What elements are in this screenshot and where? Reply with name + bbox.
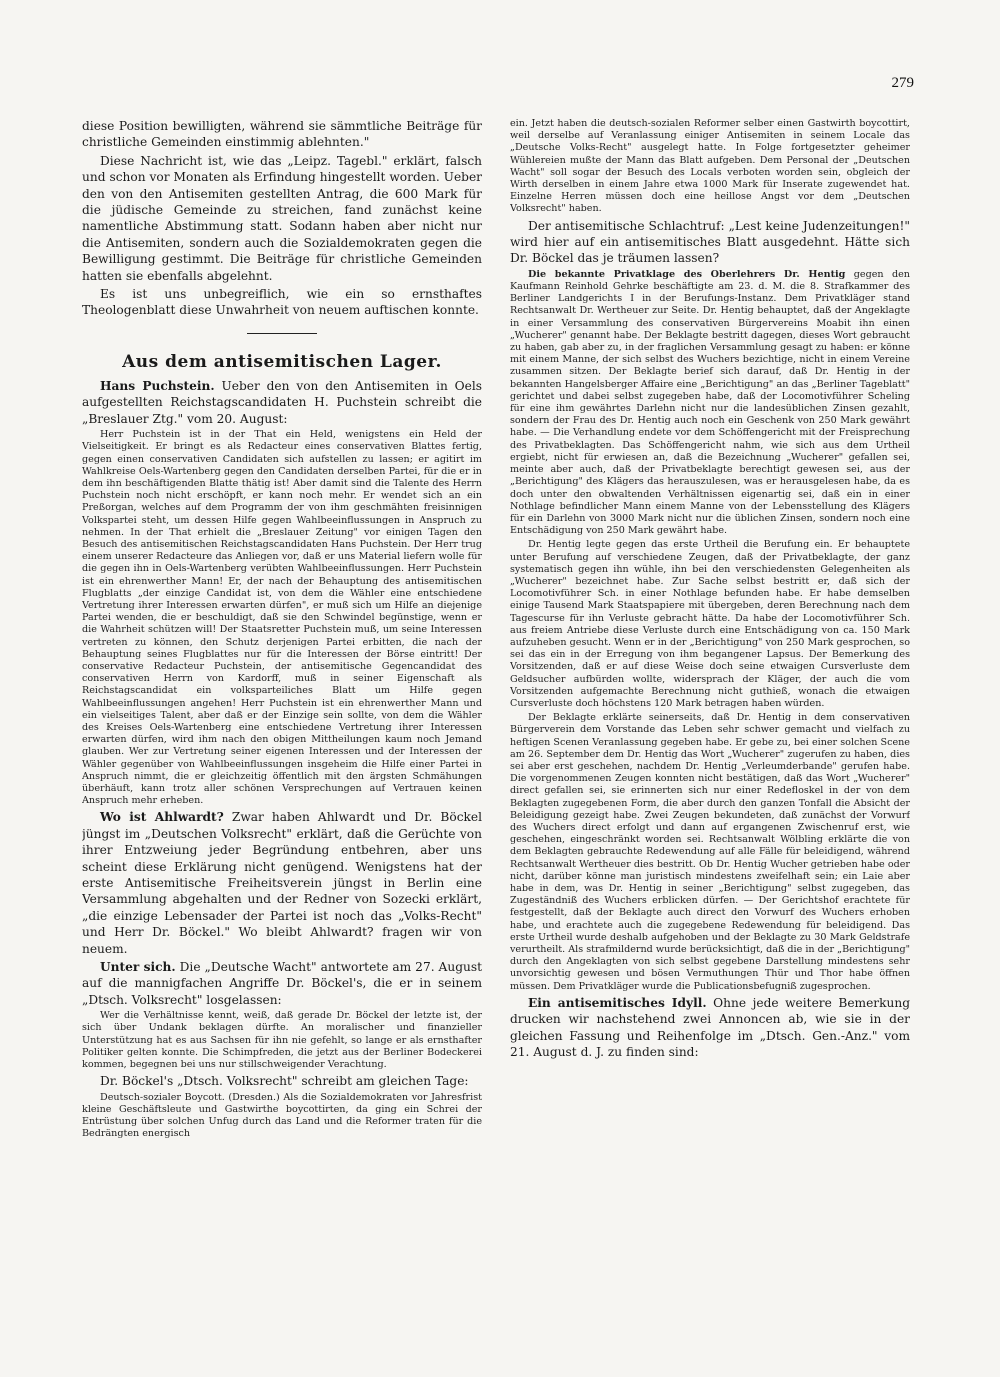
paragraph: Diese Nachricht ist, wie das „Leipz. Tagebl." erklärt, falsch und schon vor Monaten als Erfindung hingestellt worden. Ueber den von den Antisemiten gestellten Antrag, die 600 Mark für die jüdische Gemeinde zu streichen, fand zunächst keine namentliche Abstimmung statt. Sodann haben aber nicht nur die Antisemiten, sondern auch die Sozialdemokraten gegen die Bewilligung gestimmt. Die Beiträge für christliche Gemeinden hatten sie ebenfalls abgelehnt. (82, 153, 482, 283)
article-intro: Ueber den von den Antisemiten in Oels aufgestellten Reichstagscandidaten H. Puchstein schreibt die „Breslauer Ztg." vom 20. August: (82, 378, 482, 426)
article-ahlwardt (82, 809, 482, 957)
paragraph: Es ist uns unbegreiflich, wie ein so ernsthaftes Theologenblatt diese Unwahrheit von neuem auftischen konnte. (82, 287, 482, 318)
section-divider (247, 333, 317, 334)
article-unter-sich (82, 959, 482, 1008)
paragraph: Dr. Hentig legte gegen das erste Urtheil die Berufung ein. Er behauptete unter Berufung auf verschiedene Zeugen, daß der Privatbeklagte, der ganz systematisch gegen ihn wühle, ihn bei den verschiedensten Gelegenheiten als „Wucherer" bezeichnet habe. Zur Sache selbst bestritt er, daß sich der Locomotivführer Sch. in einer Nothlage befunden habe. Er habe demselben einige Tausend Mark Staatspapiere mit übergeben, deren Berechnung nach dem Tagescurse für ihn Verluste gebracht hätte. Da habe der Locomotivführer Sch. aus freiem Antriebe diese Verluste durch eine Entschädigung von ca. 150 Mark aufzuheben gesucht. Wenn er in der „Berichtigung" von 250 Mark gesprochen, so sei das ein in der Erregung von ihm begangener Lapsus. Der Bemerkung des Vorsitzenden, daß er auf diese Weise doch seine etwaigen Cursverluste dem Geldsucher aufbürden wollte, widersprach der Kläger, der auch die vom Vorsitzenden aufgemachte Berechnung nicht guthieß, wonach die etwaigen Cursverluste doch höchstens 120 Mark betragen haben würden. (510, 539, 910, 709)
left-column (82, 118, 482, 1308)
article-heading: Wo ist Ahlwardt? (100, 810, 224, 825)
page-number: 279 (891, 75, 914, 91)
article-privatklage (510, 269, 910, 537)
quoted-text: Deutsch-sozialer Boycott. (Dresden.) Als die Sozialdemokraten vor Jahresfrist kleine Geschäftsleute und Gastwirthe boycottirten, da ging ein Schrei der Entrüstung über solchen Unfug durch das Land und die Reformer traten für die Bedrängten energisch (82, 1091, 482, 1140)
paragraph: diese Position bewilligten, während sie sämmtliche Beiträge für christliche Gemeinden einstimmig ablehnten." (82, 119, 482, 150)
quoted-text: Herr Puchstein ist in der That ein Held, wenigstens ein Held der Vielseitigkeit. Er bringt es als Redacteur eines conservativen Blattes fertig, gegen einen conservativen Candidaten sich aufstellen zu lassen; er agitirt im Wahlkreise Oels-Wartenberg gegen den Candidaten derselben Partei, für die er in dem ihn beschäftigenden Blatte thätig ist! Aber damit sind die Talente des Herrn Puchstein noch nicht erschöpft, er kann noch mehr. Er wendet sich an ein Preßorgan, welches auf dem Programm der von ihm geschmähten freisinnigen Volkspartei steht, um dessen Hilfe gegen Wahlbeeinflussungen in Anspruch zu nehmen. In der That erhielt die „Breslauer Zeitung" vor einigen Tagen den Besuch des antisemitischen Reichstagscandidaten Hans Puchstein. Der Herr trug einem unserer Redacteure das Anliegen vor, daß er uns Material liefern wolle für die gegen ihn in Oels-Wartenberg verübten Wahlbeeinflussungen. Herr Puchstein ist ein ehrenwerther Mann! Er, der nach der Behauptung des antisemitischen Flugblatts „der einzige Candidat ist, von dem die Wähler eine entschiedene Vertretung ihrer Interessen erwarten dürfen", er muß sich um Hilfe an diejenige Partei wenden, die er beschuldigt, daß sie den Schwindel begünstige, wenn er die Wahrheit schützen will! Der Staatsretter Puchstein muß, um seine Interessen vertreten zu können, den Schutz derjenigen Partei erbitten, die nach der Behauptung seines Flugblattes nur für die Interessen der Börse eintritt! Der conservative Redacteur Puchstein, der antisemitische Gegencandidat des conservativen Herrn von Kardorff, muß in seiner Eigenschaft als Reichstagscandidat ein volksparteiliches Blatt um Hilfe gegen Wahlbeeinflussungen angehen! Herr Puchstein ist ein ehrenwerther Mann und ein vielseitiges Talent, aber daß er der Einzige sein sollte, von dem die Wähler des Kreises Oels-Wartenberg eine entschiedene Vertretung ihrer Interessen erwarten dürfen, wird ihm nach den obigen Mittheilungen kaum noch Jemand glauben. Wer zur Vertretung seiner eigenen Interessen und der Interessen der Wähler gegenüber von Wahlbeeinflussungen insgeheim die Hilfe einer Partei in Anspruch nimmt, die er gleichzeitig öffentlich mit den ärgsten Schmähungen überhäuft, kann trotz aller schönen Versprechungen auf Vertrauen keinen Anspruch mehr erheben. (82, 429, 482, 807)
article-heading: Die bekannte Privatklage des Oberlehrers Dr. Hentig (528, 268, 846, 280)
paragraph: Der antisemitische Schlachtruf: „Lest keine Judenzeitungen!" wird hier auf ein antisemitisches Blatt ausgedehnt. Hätte sich Dr. Böckel das je träumen lassen? (510, 218, 910, 266)
section-title: Aus dem antisemitischen Lager. (122, 351, 442, 372)
article-text: Ohne jede weitere Bemerkung drucken wir nachstehend zwei Annoncen ab, wie sie in der gleichen Fassung und Reihenfolge im „Dtsch. Gen.-Anz." vom 21. August d. J. zu finden sind: (510, 995, 910, 1060)
article-puchstein (82, 378, 482, 427)
quoted-text: ein. Jetzt haben die deutsch-sozialen Reformer selber einen Gastwirth boycottirt, weil derselbe auf Veranlassung einiger Antisemiten in seinem Locale das „Deutsche Volks-Recht" ausgelegt hatte. In Folge fortgesetzter geheimer Wühlereien mußte der Mann das Blatt aufgeben. Dem Personal der „Deutschen Wacht" soll sogar der Besuch des Locals verboten worden sein, obgleich der Wirth derselben in einem Jahre etwa 1000 Mark für Inserate zugewendet hat. Einzelne Herren müssen doch eine heillose Angst vor dem „Deutschen Volksrecht" haben. (510, 118, 910, 215)
quoted-text: Wer die Verhältnisse kennt, weiß, daß gerade Dr. Böckel der letzte ist, der sich über Undank beklagen dürfte. An moralischer und finanzieller Unterstützung hat es aus Sachsen für ihn nie gefehlt, so lange er als ernsthafter Politiker gelten konnte. Die Schimpfreden, die jetzt aus der Berliner Bodeckerei kommen, begegnen bei uns nur stillschweigender Verachtung. (82, 1010, 482, 1071)
paragraph: Dr. Böckel's „Dtsch. Volksrecht" schreibt am gleichen Tage: (100, 1074, 469, 1089)
paragraph: Der Beklagte erklärte seinerseits, daß Dr. Hentig in dem conservativen Bürgerverein dem Vorstande das Leben sehr schwer gemacht und vielfach zu heftigen Scenen Veranlassung gegeben habe. Er gebe zu, bei einer solchen Scene am 26. September dem Dr. Hentig das Wort „Wucherer" zugerufen zu haben, dies sei aber erst geschehen, nachdem Dr. Hentig „Verleumderbande" gerufen habe. Die vorgenommenen Zeugen konnten nicht bestätigen, daß das Wort „Wucherer" direct gefallen sei, sie erinnerten sich nur einer Redefloskel in der von dem Beklagten zugegebenen Form, die aber durch den ganzen Tonfall die Absicht der Beleidigung gezeigt habe. Zwei Zeugen bekundeten, daß zunächst der Vorwurf des Wuchers direct erfolgt und dann auf ergangenen Zwischenruf erst, wie geschehen, eingeschränkt worden sei. Rechtsanwalt Wölbling erklärte die von dem Beklagten gebrauchte Redewendung auf alle Fälle für beleidigend, während Rechtsanwalt Wertheuer dies bestritt. Ob Dr. Hentig Wucher getrieben habe oder nicht, darüber könne man juristisch mindestens zweifelhaft sein; ein Laie aber habe in dem, was Dr. Hentig in seiner „Berichtigung" selbst zugegeben, das Zugeständniß des Wuchers erblicken dürfen. — Der Gerichtshof erachtete für festgestellt, daß der Beklagte auch direct den Vorwurf des Wuchers erhoben habe, und erachtete auch die zugegebene Redewendung für beleidigend. Das erste Urtheil wurde deshalb aufgehoben und der Beklagte zu 30 Mark Geldstrafe verurtheilt. Als strafmildernd wurde berücksichtigt, daß die in der „Berichtigung" durch den Angeklagten von sich selbst gegebene Darstellung mindestens sehr unvorsichtig gewesen und bösen Vermuthungen Thür und Thor habe öffnen müssen. Dem Privatkläger wurde die Publicationsbefugniß zugesprochen. (510, 712, 910, 992)
right-column (510, 118, 910, 1303)
article-heading: Hans Puchstein. (100, 378, 215, 393)
article-text: gegen den Kaufmann Reinhold Gehrke beschäftigte am 23. d. M. die 8. Strafkammer des Berliner Landgerichts I in der Berufungs-Instanz. Dem Privatkläger stand Rechtsanwalt Dr. Wertheuer zur Seite. Dr. Hentig behauptet, daß der Angeklagte in einer Versammlung des conservativen Bürgervereins Moabit ihn einen „Wucherer" genannt habe. Der Beklagte bestritt dagegen, dieses Wort gebraucht zu haben, gab aber zu, in der fraglichen Versammlung gesagt zu haben: er könne mit einem Manne, der sich selbst des Wuchers bezichtige, nicht in einem Vereine zusammen sitzen. Der Beklagte berief sich darauf, daß Dr. Hentig in der bekannten Hangelsberger Affaire eine „Berichtigung" an das „Berliner Tageblatt" gerichtet und dabei selbst zugegeben habe, daß der Locomotivführer Scheling für eine ihm gewährtes Darlehn nicht nur die landesüblichen Zinsen gezahlt, sondern der Frau des Dr. Hentig auch noch ein Geschenk von 250 Mark gewährt habe. — Die Verhandlung endete vor dem Schöffengericht mit der Freisprechung des Privatbeklagten. Das Schöffengericht nahm, wie sich aus dem Urtheil ergiebt, nicht für erwiesen an, daß die Bezeichnung „Wucherer" gefallen sei, meinte aber auch, daß der Privatbeklagte berechtigt gewesen sei, aus der „Berichtigung" des Klägers das herauszulesen, was er herausgelesen habe, da es doch unter den obwaltenden Verhältnissen eigenartig sei, daß ein in einer Nothlage befindlicher Mann einem Manne von der Lebensstellung des Klägers für ein Darlehn von 3000 Mark nicht nur die üblichen Zinsen, sondern noch eine Entschädigung von 250 Mark gewährt habe. (510, 268, 910, 537)
article-idyll (510, 995, 910, 1061)
article-heading: Ein antisemitisches Idyll. (528, 995, 707, 1010)
article-text: Die „Deutsche Wacht" antwortete am 27. August auf die mannigfachen Angriffe Dr. Böckel's, die er in seinem „Dtsch. Volksrecht" losgelassen: (82, 960, 482, 1007)
article-text: Zwar haben Ahlwardt und Dr. Böckel jüngst im „Deutschen Volksrecht" erklärt, daß die Gerüchte von ihrer Entzweiung jeder Begründung entbehren, aber uns scheint diese Erklärung nicht genügend. Wenigstens hat der erste Antisemitische Freiheitsverein jüngst in Berlin eine Versammlung abgehalten und der Redner von Sozecki erklärt, „die einzige Lebensader der Partei ist noch das „Volks-Recht" und Herr Dr. Böckel." Wo bleibt Ahlwardt? fragen wir von neuem. (82, 810, 482, 956)
article-heading: Unter sich. (100, 960, 176, 975)
